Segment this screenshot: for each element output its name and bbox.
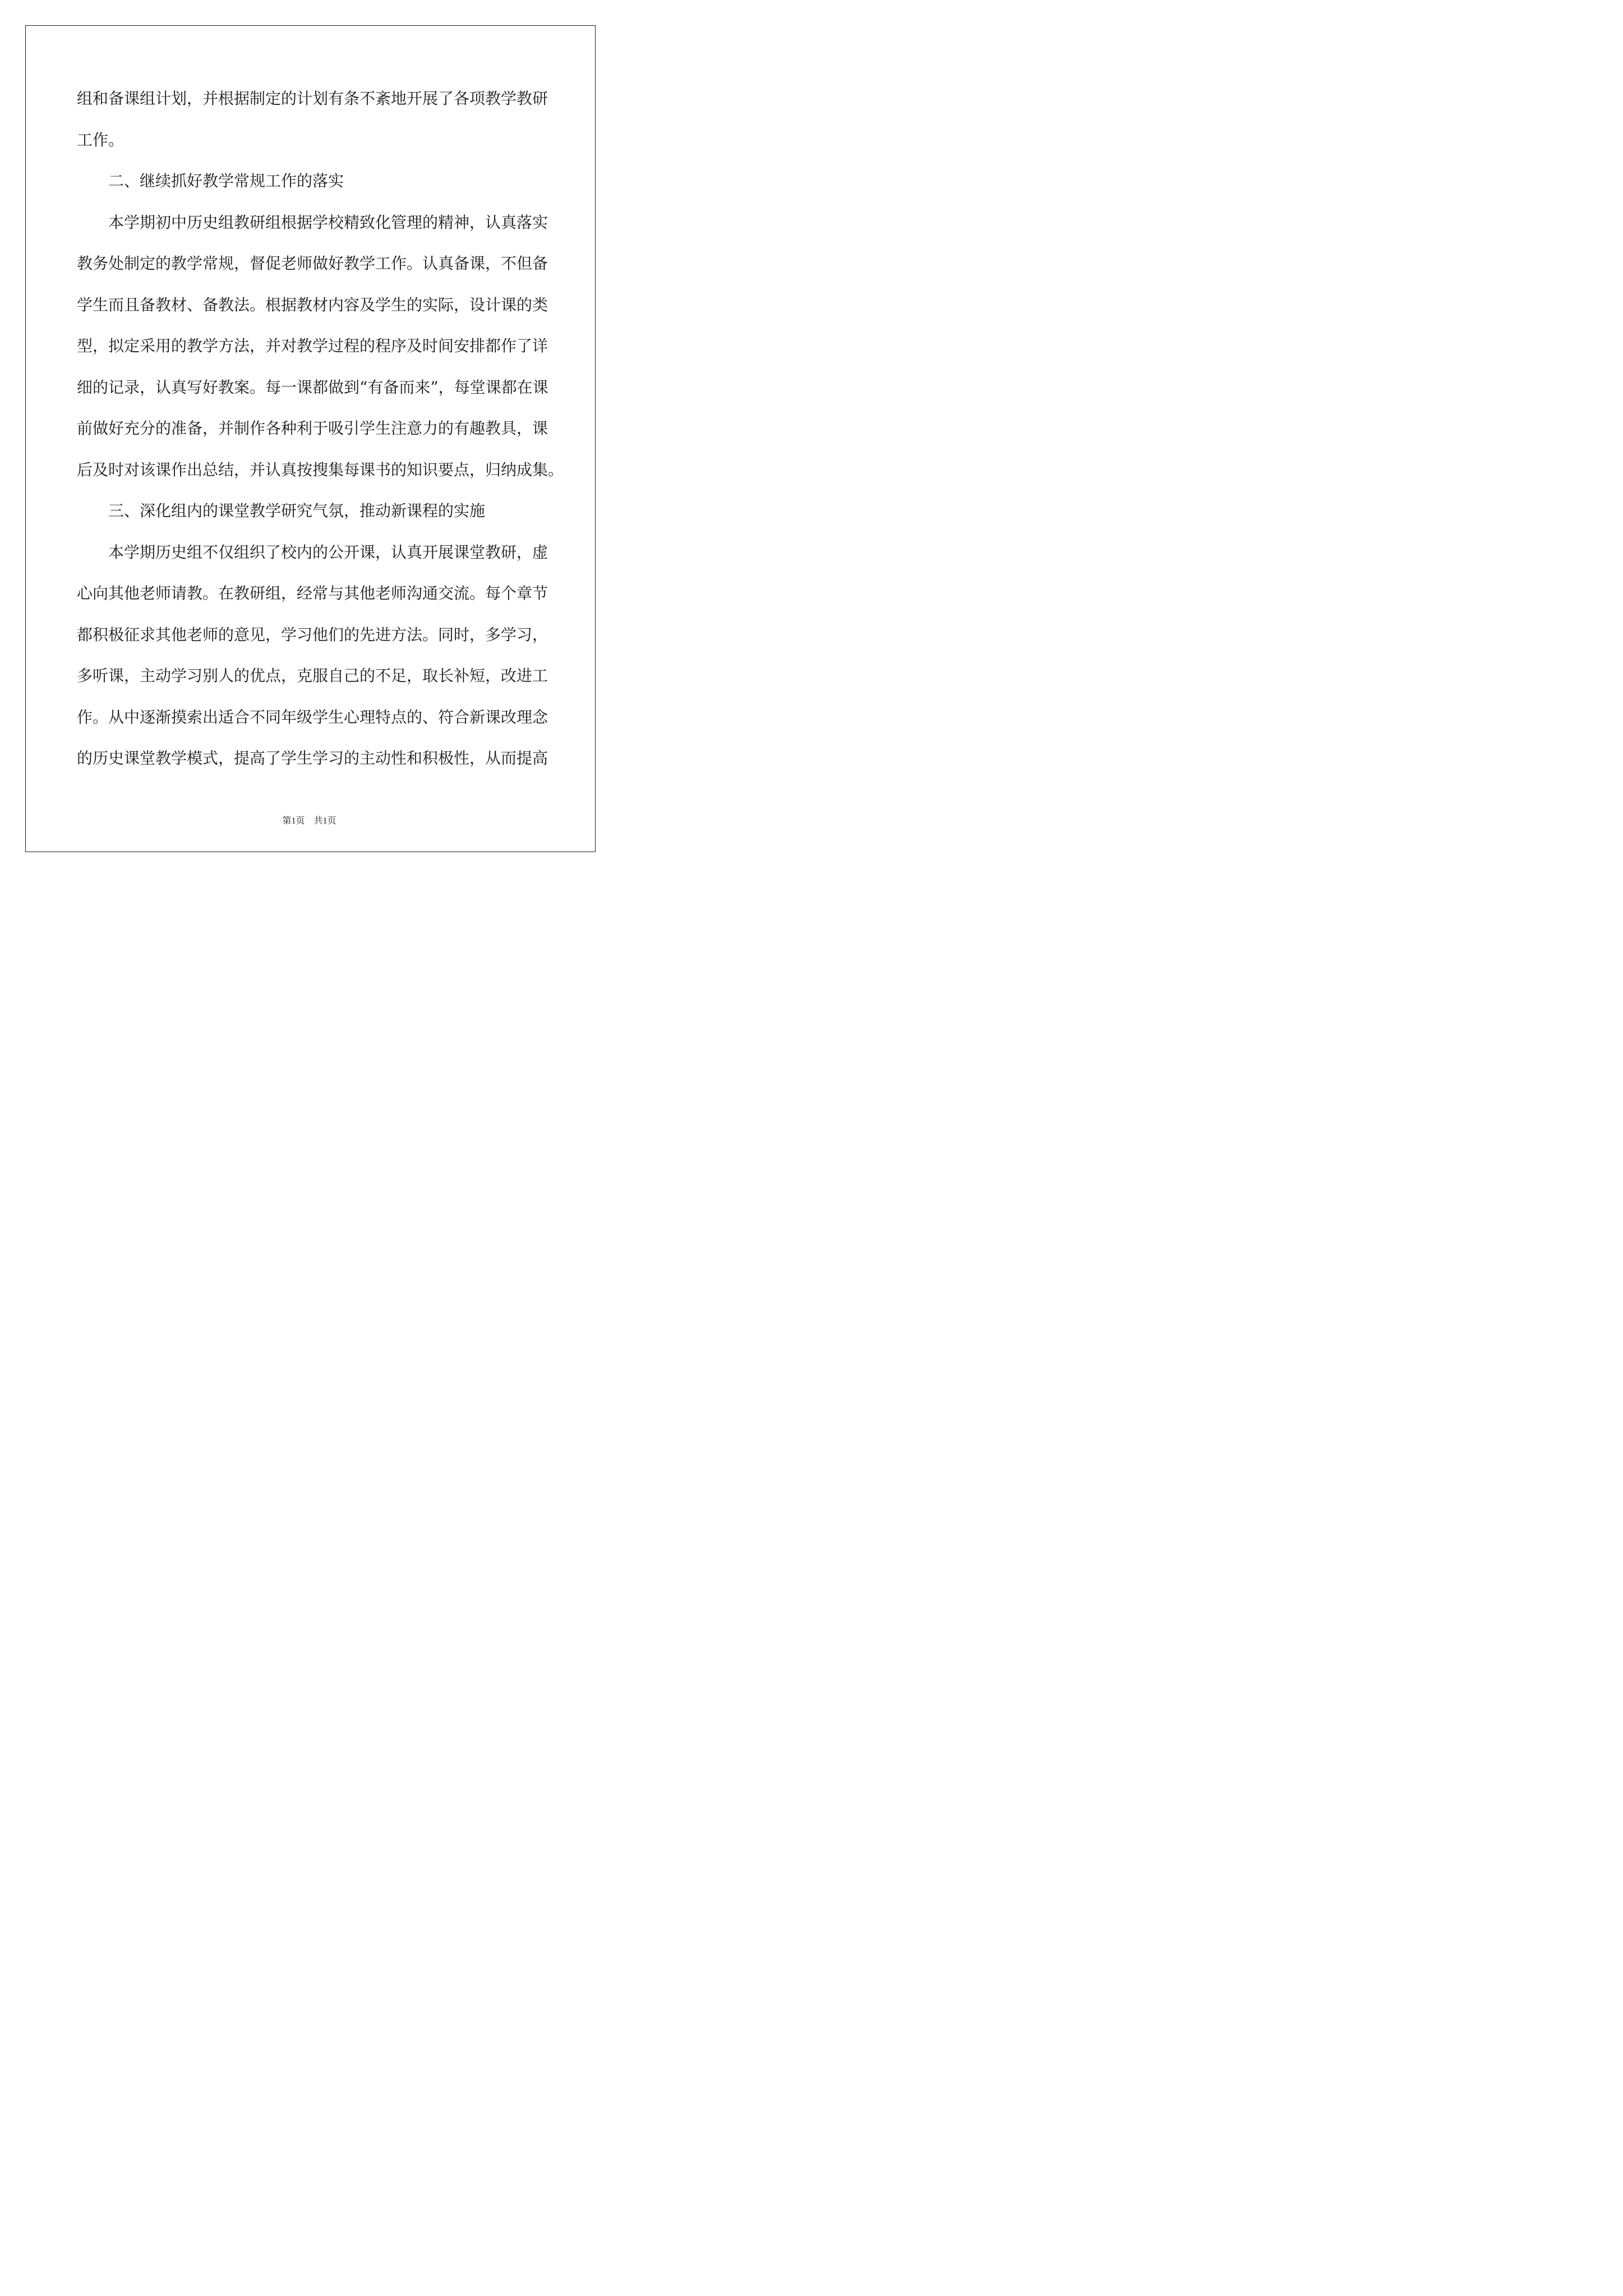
text-line: 教务处制定的教学常规，督促老师做好教学工作。认真备课，不但备 bbox=[77, 254, 548, 273]
section-heading: 三、深化组内的课堂教学研究气氛，推动新课程的实施 bbox=[108, 501, 486, 520]
text-line: 前做好充分的准备，并制作各种利于吸引学生注意力的有趣教具，课 bbox=[77, 419, 548, 438]
text-line: 型，拟定采用的教学方法，并对教学过程的程序及时间安排都作了详 bbox=[77, 337, 548, 355]
text-line: 组和备课组计划，并根据制定的计划有条不紊地开展了各项教学教研 bbox=[77, 89, 548, 108]
text-line: 作。从中逐渐摸索出适合不同年级学生心理特点的、符合新课改理念 bbox=[77, 707, 548, 726]
paragraph-start: 本学期初中历史组教研组根据学校精致化管理的精神，认真落实 bbox=[108, 213, 548, 232]
text-line: 细的记录，认真写好教案。每一课都做到“有备而来”，每堂课都在课 bbox=[77, 378, 548, 397]
text-line: 后及时对该课作出总结，并认真按搜集每课书的知识要点，归纳成集。 bbox=[77, 460, 564, 479]
text-line: 心向其他老师请教。在教研组，经常与其他老师沟通交流。每个章节 bbox=[77, 584, 548, 602]
text-line: 都积极征求其他老师的意见，学习他们的先进方法。同时，多学习， bbox=[77, 625, 548, 644]
document-body bbox=[77, 78, 564, 779]
paragraph-start: 本学期历史组不仅组织了校内的公开课，认真开展课堂教研，虚 bbox=[108, 542, 548, 562]
section-heading: 二、继续抓好教学常规工作的落实 bbox=[108, 172, 344, 190]
text-line: 工作。 bbox=[77, 130, 125, 149]
text-line: 多听课，主动学习别人的优点，克服自己的不足，取长补短，改进工 bbox=[77, 666, 548, 685]
text-line: 学生而且备教材、备教法。根据教材内容及学生的实际，设计课的类 bbox=[77, 295, 548, 314]
text-line: 的历史课堂教学模式，提高了学生学习的主动性和积极性，从而提高 bbox=[77, 749, 548, 767]
page-number: 第1页 共1页 bbox=[282, 816, 336, 826]
